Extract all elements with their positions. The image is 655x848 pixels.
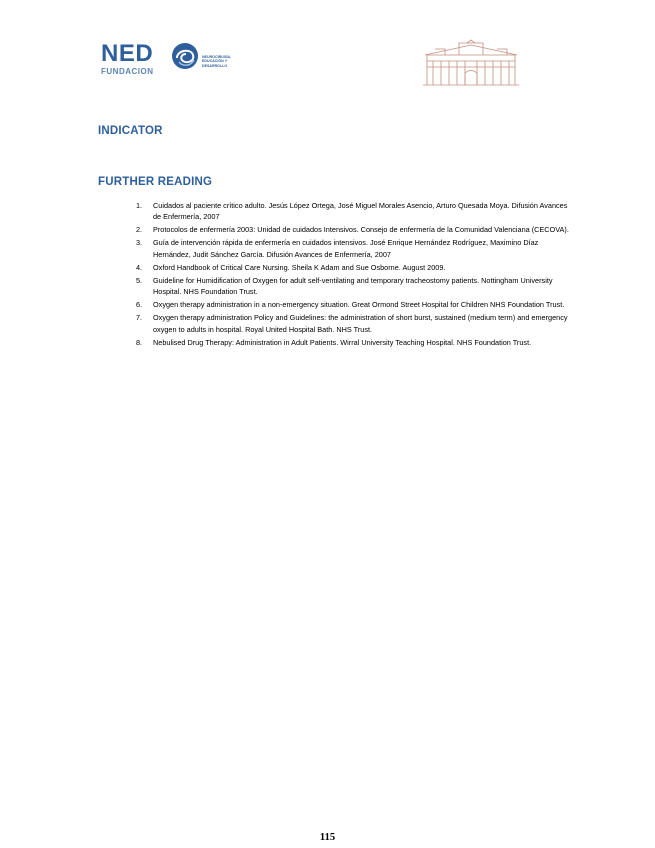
list-item [136,312,576,335]
list-item [136,275,576,298]
logo-tagline: NEUROCIRUGÍA, EDUCACIÓN Y DESARROLLO [202,55,232,68]
list-item [136,337,576,348]
brain-emblem-icon [171,42,199,72]
list-item [136,262,576,273]
page-number: 115 [319,832,336,843]
reference-text: Oxygen therapy administration in a non-emergency situation. Great Ormond Street Hospital for Children NHS Foundation Trust. [153,300,565,310]
reference-text: Oxford Handbook of Critical Care Nursing. Sheila K Adam and Sue Osborne. August 2009. [153,262,446,272]
indicator-heading: INDICATOR [98,125,163,137]
reference-text: Oxygen therapy administration Policy and Guidelines: the administration of short burst, sustained (medium term) and emergency oxygen to adults in hospital. Royal United Hospital Bath. NHS Trust. [153,313,568,334]
reference-number: 6. [136,300,143,310]
reference-text: Nebulised Drug Therapy: Administration in Adult Patients. Wirral University Teaching Hospital. NHS Foundation Trust. [153,337,532,347]
list-item [136,224,576,235]
reference-text: Guideline for Humidification of Oxygen for adult self-ventilating and temporary tracheostomy patients. Nottingham University Hospital. NHS Foundation Trust. [153,275,553,297]
reference-number: 7. [136,313,143,323]
ned-fundacion-logo [101,42,251,84]
reference-text: Guía de intervención rápida de enfermería en cuidados intensivos. José Enrique Hernández Rodríguez, Maximino Díaz Hernández, Judit Sánchez García. Difusión Avances de Enfermería, 2007 [153,238,539,259]
reference-number: 5. [136,275,143,285]
reference-number: 8. [136,337,143,347]
further-reading-heading: FURTHER READING [98,176,213,188]
list-item [136,299,576,310]
reference-number: 1. [136,201,143,210]
references-list [136,200,576,350]
list-item [136,237,576,260]
reference-number: 4. [136,262,143,272]
reference-text: Protocolos de enfermería 2003: Unidad de cuidados Intensivos. Consejo de enfermería de la Comunidad Valenciana (CECOVA). [153,225,569,235]
hospital-building-icon [421,39,521,87]
reference-text: Cuidados al paciente crítico adulto. Jesús López Ortega, José Miguel Morales Asencio, Arturo Quesada Moya. Difusión Avances de Enfermería, 2007 [153,201,568,222]
list-item [136,200,576,223]
logo-sub-text: FUNDACION [101,67,154,76]
reference-number: 2. [136,225,143,235]
reference-number: 3. [136,238,143,248]
logo-main-text: NED [101,40,154,67]
